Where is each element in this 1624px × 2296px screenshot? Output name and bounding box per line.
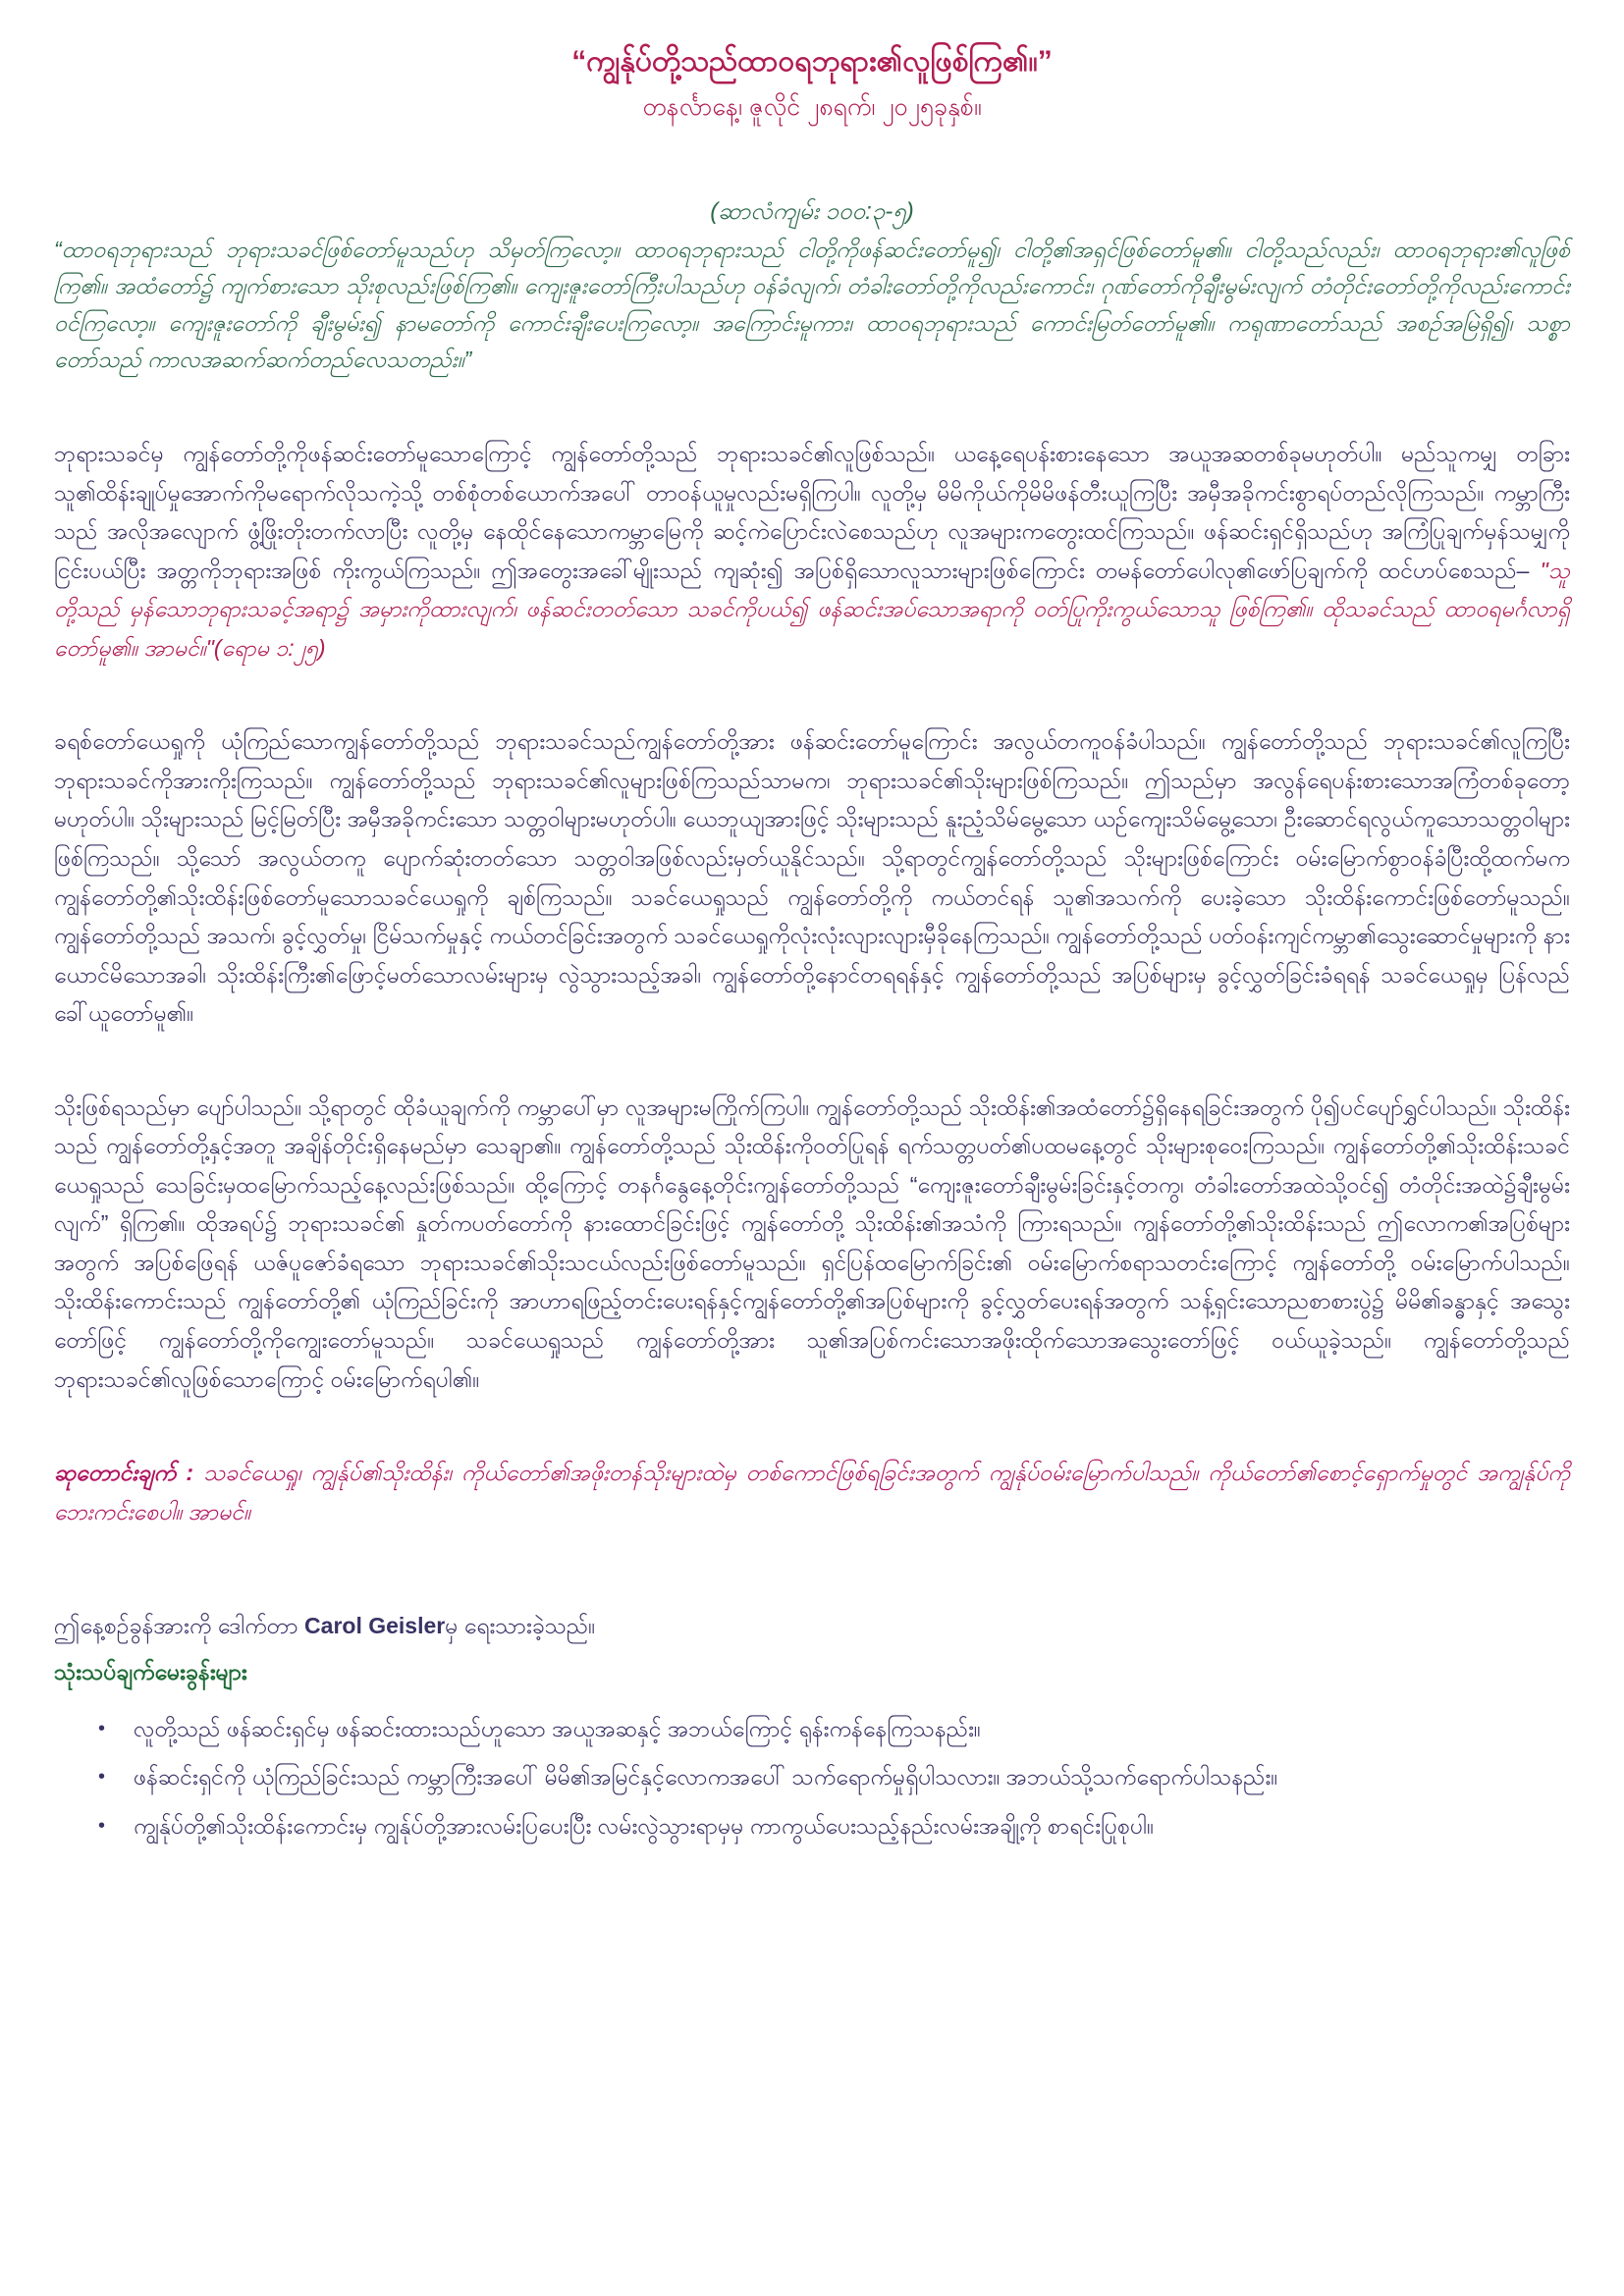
question-item (98, 1807, 1570, 1846)
question-text: ကျွန်ုပ်တို့၏သိုးထိန်းကောင်းမှ ကျွန်ုပ်တို့အားလမ်းပြပေးပြီး လမ်းလွဲသွားရာမှမှ ကာကွယ်ပေးသည့်နည်းလမ်းအချို့ကို စာရင်းပြုစုပါ။ (134, 1812, 1155, 1839)
inline-scripture-quote: "သူတို့သည် မှန်သောဘုရားသခင့်အရာ၌ အမှားကိုထားလျက်၊ ဖန်ဆင်းတတ်သော သခင်ကိုပယ်၍ ဖန်ဆင်းအပ်သောအရာကို ဝတ်ပြုကိုးကွယ်သောသူ ဖြစ်ကြ၏။ ထိုသခင်သည် ထာဝရမင်္ဂလာရှိတော်မူ၏။ အာမင်။" (54, 557, 1570, 661)
document-title: “ကျွန်ုပ်တို့သည်ထာဝရဘုရား၏လူဖြစ်ကြ၏။” (571, 45, 1053, 78)
bullet-icon: • (98, 1766, 106, 1789)
prayer-separator: : (176, 1460, 204, 1486)
credits-line (54, 1608, 1570, 1644)
body-paragraph-3: သိုးဖြစ်ရသည်မှာ ပျော်ပါသည်။ သို့ရာတွင် ထိုခံယူချက်ကို ကမ္ဘာပေါ်မှာ လူအများမကြိုက်ကြပါ။ ကျွန်တော်တို့သည် သိုးထိန်း၏အထံတော်၌ရှိနေရခြင်းအတွက် ပို၍ပင်ပျော်ရွှင်ပါသည်။ သိုးထိန်းသည် ကျွန်တော်တို့နှင့်အတူ အချိန်တိုင်းရှိနေမည်မှာ သေချာ၏။ ကျွန်တော်တို့သည် သိုးထိန်းကိုဝတ်ပြုရန် ရက်သတ္တပတ်၏ပထမနေ့တွင် သိုးများစုဝေးကြသည်။ ကျွန်တော်တို့၏သိုးထိန်းသခင်ယေရှုသည် သေခြင်းမှထမြောက်သည့်နေ့လည်းဖြစ်သည်။ ထို့ကြောင့် တနင်္ဂနွေနေ့တိုင်းကျွန်တော်တို့သည် “ကျေးဇူးတော်ချီးမွမ်းခြင်းနှင့်တကွ၊ တံခါးတော်အထဲသို့ဝင်၍ တံတိုင်းအထဲ၌ချီးမွမ်းလျက်” ရှိကြ၏။ ထိုအရပ်၌ ဘုရားသခင်၏ နှုတ်ကပတ်တော်ကို နားထောင်ခြင်းဖြင့် ကျွန်တော်တို့ သိုးထိန်း၏အသံကို ကြားရသည်။ ကျွန်တော်တို့၏သိုးထိန်းသည် ဤလောက၏အပြစ်များအတွက် အပြစ်ဖြေရန် ယဇ်ပူဇော်ခံရသော ဘုရားသခင်၏သိုးသငယ်လည်းဖြစ်တော်မူသည်။ ရှင်ပြန်ထမြောက်ခြင်း၏ ဝမ်းမြောက်စရာသတင်းကြောင့် ကျွန်တော်တို့ ဝမ်းမြောက်ပါသည်။ သိုးထိန်းကောင်းသည် ကျွန်တော်တို့၏ ယုံကြည်ခြင်းကို အာဟာရဖြည့်တင်းပေးရန်နှင့်ကျွန်တော်တို့၏အပြစ်များကို ခွင့်လွှတ်ပေးရန်အတွက် သန့်ရှင်းသောညစာစားပွဲ၌ မိမိ၏ခန္ဓာနှင့် အသွေးတော်ဖြင့် ကျွန်တော်တို့ကိုကျွေးတော်မူသည်။ သခင်ယေရှုသည် ကျွန်တော်တို့အား သူ၏အပြစ်ကင်းသောအဖိုးထိုက်သောအသွေးတော်ဖြင့် ဝယ်ယူခဲ့သည်။ ကျွန်တော်တို့သည် ဘုရားသခင်၏လူဖြစ်သောကြောင့် ဝမ်းမြောက်ရပါ၏။ (54, 1094, 1570, 1392)
question-item (98, 1710, 1570, 1749)
prayer-section (54, 1454, 1570, 1531)
date-line: တနင်္လာနေ့၊ ဇူလိုင် ၂၈ရက်၊ ၂၀၂၅ခုနှစ်။ (642, 93, 982, 121)
bullet-icon: • (98, 1717, 106, 1739)
questions-heading: သုံးသပ်ချက်မေးခွန်းများ (54, 1659, 247, 1685)
author-name: Carol Geisler (304, 1613, 446, 1639)
bullet-icon: • (98, 1814, 106, 1837)
paragraph-1-lead-text: ဘုရားသခင်မှ ကျွန်တော်တို့ကိုဖန်ဆင်းတော်မူသောကြောင့် ကျွန်တော်တို့သည် ဘုရားသခင်၏လူဖြစ်သည်။ ယနေ့ရေပန်းစားနေသော အယူအဆတစ်ခုမဟုတ်ပါ။ မည်သူကမျှ တခြားသူ၏ထိန်းချုပ်မှုအောက်ကိုမရောက်လိုသကဲ့သို့ တစ်စုံတစ်ယောက်အပေါ် တာဝန်ယူမှုလည်းမရှိကြပါ။ လူတို့မှ မိမိကိုယ်ကိုမိမိဖန်တီးယူကြပြီး အမှီအခိုကင်းစွာရပ်တည်လိုကြသည်။ ကမ္ဘာကြီးသည် အလိုအလျောက် ဖွံ့ဖြိုးတိုးတက်လာပြီး လူတို့မှ နေထိုင်နေသောကမ္ဘာမြေကို ဆင့်ကဲပြောင်းလဲစေသည်ဟု လူအများကတွေးထင်ကြသည်။ ဖန်ဆင်းရှင်ရှိသည်ဟု အကြံပြုချက်မှန်သမျှကို ငြင်းပယ်ပြီး အတ္တကိုဘုရားအဖြစ် ကိုးကွယ်ကြသည်။ ဤအတွေးအခေါ်မျိုးသည် ကျဆုံး၍ အပြစ်ရှိသောလူသားများဖြစ်ကြောင်း တမန်တော်ပေါလု၏ဖော်ပြချက်ကို ထင်ဟပ်စေသည်– (54, 441, 1570, 583)
scripture-quote: “ထာဝရဘုရားသည် ဘုရားသခင်ဖြစ်တော်မူသည်ဟု သိမှတ်ကြလော့။ ထာဝရဘုရားသည် ငါတို့ကိုဖန်ဆင်းတော်မူ၍၊ ငါတို့၏အရှင်ဖြစ်တော်မူ၏။ ငါတို့သည်လည်း၊ ထာဝရဘုရား၏လူဖြစ်ကြ၏။ အထံတော်၌ ကျက်စားသော သိုးစုလည်းဖြစ်ကြ၏။ ကျေးဇူးတော်ကြီးပါသည်ဟု ဝန်ခံလျက်၊ တံခါးတော်တို့ကိုလည်းကောင်း၊ ဂုဏ်တော်ကိုချီးမွမ်းလျက် တံတိုင်းတော်တို့ကိုလည်းကောင်း ဝင်ကြလော့။ ကျေးဇူးတော်ကို ချီးမွမ်း၍ နာမတော်ကို ကောင်းချီးပေးကြလော့။ အကြောင်းမူကား၊ ထာဝရဘုရားသည် ကောင်းမြတ်တော်မူ၏။ ကရုဏာတော်သည် အစဉ်အမြဲရှိ၍၊ သစ္စာတော်သည် ကာလအဆက်ဆက်တည်လေသတည်း။” (54, 237, 1570, 372)
body-paragraph-2: ခရစ်တော်ယေရှုကို ယုံကြည်သောကျွန်တော်တို့သည် ဘုရားသခင်သည်ကျွန်တော်တို့အား ဖန်ဆင်းတော်မူကြောင်း အလွယ်တကူဝန်ခံပါသည်။ ကျွန်တော်တို့သည် ဘုရားသခင်၏လူကြပြီး ဘုရားသခင်ကိုအားကိုးကြသည်။ ကျွန်တော်တို့သည် ဘုရားသခင်၏လူများဖြစ်ကြသည်သာမက၊ ဘုရားသခင်၏သိုးများဖြစ်ကြသည်။ ဤသည်မှာ အလွန်ရေပန်းစားသောအကြံတစ်ခုတော့ မဟုတ်ပါ။ သိုးများသည် မြင့်မြတ်ပြီး အမှီအခိုကင်းသော သတ္တဝါများမဟုတ်ပါ။ ယေဘူယျအားဖြင့် သိုးများသည် နူးညံ့သိမ်မွေ့သော ယဉ်ကျေးသိမ်မွေ့သော၊ ဦးဆောင်ရလွယ်ကူသောသတ္တဝါများဖြစ်ကြသည်။ သို့သော် အလွယ်တကူ ပျောက်ဆုံးတတ်သော သတ္တဝါအဖြစ်လည်းမှတ်ယူနိုင်သည်။ သို့ရာတွင်ကျွန်တော်တို့သည် သိုးများဖြစ်ကြောင်း ဝမ်းမြောက်စွာဝန်ခံပြီးထို့ထက်မက ကျွန်တော်တို့၏သိုးထိန်းဖြစ်တော်မူသောသခင်ယေရှုကို ချစ်ကြသည်။ သခင်ယေရှုသည် ကျွန်တော်တို့ကို ကယ်တင်ရန် သူ၏အသက်ကို ပေးခဲ့သော သိုးထိန်းကောင်းဖြစ်တော်မူသည်။ ကျွန်တော်တို့သည် အသက်၊ ခွင့်လွှတ်မှု၊ ငြိမ်သက်မှုနှင့် ကယ်တင်ခြင်းအတွက် သခင်ယေရှုကိုလုံးလုံးလျားလျားမှီခိုနေကြသည်။ ကျွန်တော်တို့သည် ပတ်ဝန်းကျင်ကမ္ဘာ၏သွေးဆောင်မှုများကို နားယောင်မိသောအခါ၊ သိုးထိန်းကြီး၏ဖြောင့်မတ်သောလမ်းများမှ လွဲသွားသည့်အခါ၊ ကျွန်တော်တို့နောင်တရရန်နှင့် ကျွန်တော်တို့သည် အပြစ်များမှ ခွင့်လွှတ်ခြင်းခံရရန် သခင်ယေရှုမှ ပြန်လည်ခေါ်ယူတော်မူ၏။ (54, 728, 1570, 1027)
prayer-text: သခင်ယေရှု၊ ကျွန်ုပ်၏သိုးထိန်း၊ ကိုယ်တော်၏အဖိုးတန်သိုးများထဲမှ တစ်ကောင်ဖြစ်ရခြင်းအတွက် ကျွန်ုပ်ဝမ်းမြောက်ပါသည်။ ကိုယ်တော်၏စောင့်ရှောက်မှုတွင် အကျွန်ုပ်ကိုဘေးကင်းစေပါ။ အာမင်။ (54, 1460, 1570, 1524)
credits-suffix: မှ ရေးသားခဲ့သည်။ (445, 1613, 596, 1639)
credits-prefix: ဤနေ့စဉ်ခွန်အားကို ဒေါက်တာ (54, 1613, 305, 1639)
prayer-label: ဆုတောင်းချက် (54, 1460, 177, 1486)
inline-quote-reference: (ရောမ ၁:၂၅) (213, 634, 326, 661)
question-text: လူတို့သည် ဖန်ဆင်းရှင်မှ ဖန်ဆင်းထားသည်ဟူသော အယူအဆနှင့် အဘယ်ကြောင့် ရုန်းကန်နေကြသနည်း။ (134, 1715, 981, 1741)
question-text: ဖန်ဆင်းရှင်ကို ယုံကြည်ခြင်းသည် ကမ္ဘာကြီးအပေါ် မိမိ၏အမြင်နှင့်လောကအပေါ် သက်ရောက်မှုရှိပါသလား။ အဘယ်သို့သက်ရောက်ပါသနည်း။ (134, 1764, 1278, 1790)
question-list (54, 1710, 1570, 1846)
body-paragraph-1 (54, 435, 1570, 667)
scripture-reference: (ဆာလံကျမ်း ၁၀၀:၃-၅) (710, 197, 914, 225)
question-item (98, 1758, 1570, 1797)
